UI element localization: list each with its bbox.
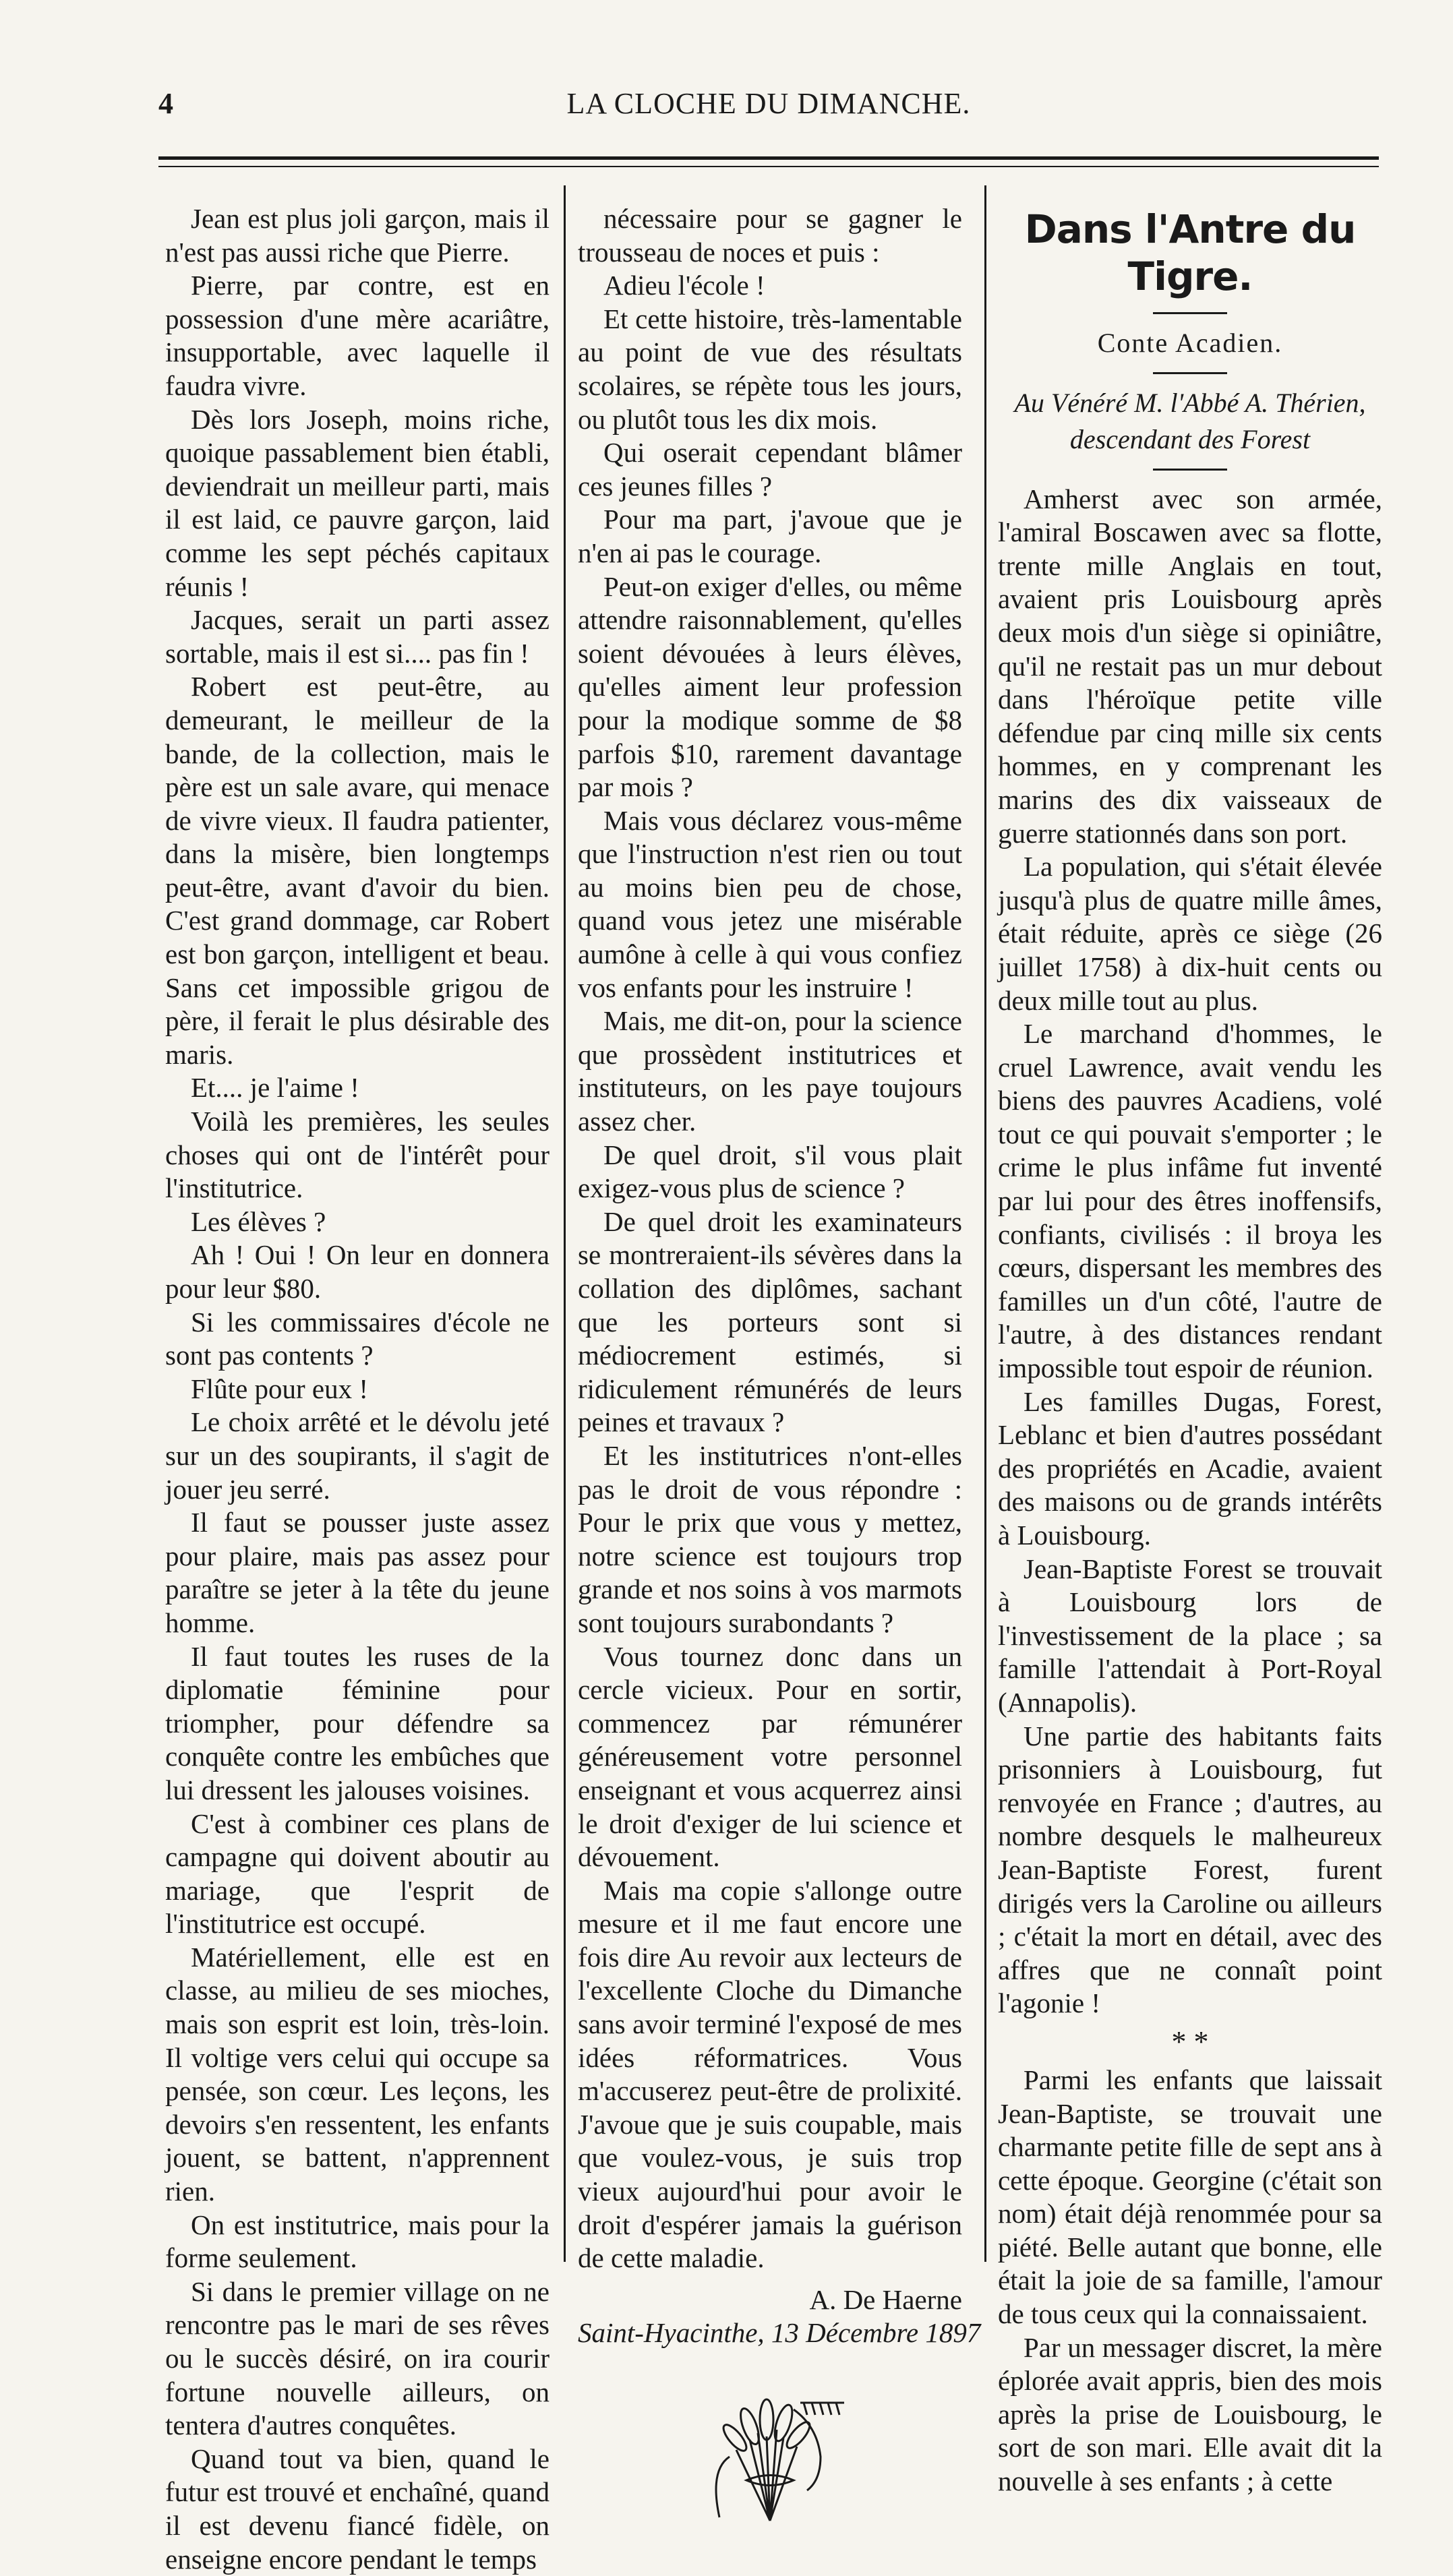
paragraph: Le marchand d'hommes, le cruel Lawrence, avait vendu les biens des pauvres Acadiens, volé tout ce qui pouvait s'emporter ; le crime le plus infâme fut inventé par lui pour des êtres inoffensifs, confiants, civilisés : il broya les cœurs, dispersant les membres des familles un d'un côté, l'autre de l'autre, à des distances rendant impossible tout espoir de réunion. xyxy=(998,1018,1382,1384)
paragraph: Une partie des habitants faits prisonniers à Louisbourg, fut renvoyée en France ; d'autres, au nombre desquels le malheureux Jean-Baptiste Forest, furent dirigés vers la Caroline ou ailleurs ; c'était la mort en détail, avec des affres que ne connaît point l'agonie ! xyxy=(998,1720,1382,2019)
paragraph: Mais, me dit-on, pour la science que prossèdent institutrices et instituteurs, on les paye toujours assez cher. xyxy=(578,1005,962,1137)
paragraph: Matériellement, elle est en classe, au milieu de ses mioches, mais son esprit est loin, très-loin. Il voltige vers celui qui occupe sa pensée, son cœur. Les leçons, les devoirs s'en ressentent, les enfants jouent, se battent, n'apprennent rien. xyxy=(165,1941,550,2207)
article-column-1 xyxy=(165,202,550,2576)
dedication-rule xyxy=(1153,469,1227,471)
dedication-line-1: Au Vénéré M. l'Abbé A. Thérien, xyxy=(1014,387,1366,418)
story-body-part-2 xyxy=(998,2064,1382,2498)
dedication-line-2: descendant des Forest xyxy=(1069,423,1311,454)
paragraph: Par un messager discret, la mère éplorée avait appris, bien des mois après la prise de Louisbourg, le sort de son mari. Elle avait dit la nouvelle à ses enfants ; à cette xyxy=(998,2331,1382,2497)
paragraph: Jacques, serait un parti assez sortable, mais il est si.... pas fin ! xyxy=(165,604,550,669)
paragraph: Les familles Dugas, Forest, Leblanc et bien d'autres possédant des propriétés en Acadie, avaient des maisons ou de grands intérêts à Louisbourg. xyxy=(998,1385,1382,1551)
paragraph: De quel droit les examinateurs se montreraient-ils sévères dans la collation des diplômes, sachant que les porteurs sont si médiocrement estimés, si ridiculement rémunérés de leurs peines et travaux ? xyxy=(578,1205,962,1438)
newspaper-title: LA CLOCHE DU DIMANCHE. xyxy=(566,87,971,120)
column-divider-1 xyxy=(564,185,566,2262)
paragraph: Jean-Baptiste Forest se trouvait à Louisbourg lors de l'investissement de la place ; sa famille l'attendait à Port-Royal (Annapolis). xyxy=(998,1553,1382,1718)
paragraph: Si les commissaires d'école ne sont pas contents ? xyxy=(165,1306,550,1371)
paragraph: Flûte pour eux ! xyxy=(191,1373,369,1404)
paragraph: Pour ma part, j'avoue que je n'en ai pas le courage. xyxy=(578,504,962,568)
section-break-stars: * * xyxy=(1171,2025,1209,2058)
signature-place-date: Saint-Hyacinthe, 13 Décembre 1897 xyxy=(578,2317,981,2349)
paragraph: Mais ma copie s'allonge outre mesure et il me faut encore une fois dire Au revoir aux lecteurs de l'excellente Cloche du Dimanche sans avoir terminé l'exposé de mes idées réformatrices. Vous m'accuserez peut-être de prolixité. J'avoue que je suis coupable, mais que voulez-vous, je suis trop vieux aujourd'hui pour avoir le droit d'espérer jamais la guérison de cette maladie. xyxy=(578,1874,962,2274)
paragraph: Il faut toutes les ruses de la diplomatie féminine pour triompher, pour défendre sa conquête contre les embûches que lui dressent les jalouses voisines. xyxy=(165,1640,550,1805)
subtitle-rule xyxy=(1153,372,1227,374)
paragraph: Mais vous déclarez vous-même que l'instruction n'est rien ou tout au moins bien peu de chose, quand vous jetez une misérable aumône à celle à qui vous confiez vos enfants pour les instruire ! xyxy=(578,804,962,1003)
paragraph: Vous tournez donc dans un cercle vicieux. Pour en sortir, commencez par rémunérer généreusement votre personnel enseignant et vous acquerrez ainsi le droit d'exiger de lui science et dévouement. xyxy=(578,1640,962,1873)
paragraph: Les élèves ? xyxy=(191,1205,326,1237)
story-column xyxy=(998,202,1382,2498)
paragraph: Amherst avec son armée, l'amiral Boscawen avec sa flotte, trente mille Anglais en tout, avaient pris Louisbourg après deux mois d'un siège si opiniâtre, qu'il ne restait pas un mur debout dans l'héroïque petite ville défendue par cinq mille six cents hommes, en y comprenant les marins des dix vaisseaux de guerre stationnés dans son port. xyxy=(998,483,1382,849)
title-rule xyxy=(1153,312,1227,314)
header-rule-thick xyxy=(158,156,1379,160)
paragraph: Et.... je l'aime ! xyxy=(191,1072,359,1104)
story-body-part-1 xyxy=(998,483,1382,2020)
paragraph: Pierre, par contre, est en possession d'une mère acariâtre, insupportable, avec laquelle il faudra vivre. xyxy=(165,270,550,401)
header-rule-thin xyxy=(158,166,1379,167)
column-divider-2 xyxy=(984,185,986,2262)
author-signature: A. De Haerne xyxy=(809,2283,962,2315)
paragraph: De quel droit, s'il vous plait exigez-vous plus de science ? xyxy=(578,1139,962,1204)
paragraph: Ah ! Oui ! On leur en donnera pour leur $80. xyxy=(165,1239,550,1304)
wheat-sheaf-ornament xyxy=(682,2362,858,2531)
paragraph: Le choix arrêté et le dévolu jeté sur un des soupirants, il s'agit de jouer jeu serré. xyxy=(165,1406,550,1505)
paragraph: Jean est plus joli garçon, mais il n'est pas aussi riche que Pierre. xyxy=(165,203,550,268)
paragraph: Et cette histoire, très-lamentable au point de vue des résultats scolaires, se répète tous les jours, ou plutôt tous les dix mois. xyxy=(578,303,962,435)
paragraph: Si dans le premier village on ne rencontre pas le mari de ses rêves ou le succès désiré, on ira courir fortune nouvelle ailleurs, on tentera d'autres conquêtes. xyxy=(165,2275,550,2441)
paragraph: Dès lors Joseph, moins riche, quoique passablement bien établi, deviendrait un meilleur parti, mais il est laid, ce pauvre garçon, laid comme les sept péchés capitaux réunis ! xyxy=(165,403,550,602)
article-column-2-body xyxy=(578,202,962,2275)
paragraph: nécessaire pour se gagner le trousseau de noces et puis : xyxy=(578,203,962,268)
paragraph: C'est à combiner ces plans de campagne qui doivent aboutir au mariage, que l'esprit de l'institutrice est occupé. xyxy=(165,1807,550,1940)
page-header xyxy=(158,86,1379,140)
paragraph: Il faut se pousser juste assez pour plaire, mais pas assez pour paraître se jeter à la tête du jeune homme. xyxy=(165,1507,550,1638)
paragraph: Adieu l'école ! xyxy=(603,270,765,301)
article-column-2 xyxy=(578,202,981,2531)
story-subtitle: Conte Acadien. xyxy=(1097,328,1283,358)
paragraph: Qui oserait cependant blâmer ces jeunes filles ? xyxy=(578,437,962,502)
story-title: Dans l'Antre du Tigre. xyxy=(1024,206,1356,299)
paragraph: Robert est peut-être, au demeurant, le meilleur de la bande, de la collection, mais le père est un sale avare, qui menace de vivre vieux. Il faudra patienter, dans la misère, bien longtemps peut-être, avant d'avoir du bien. C'est grand dommage, car Robert est bon garçon, intelligent et beau. Sans cet impossible grigou de père, il ferait le plus désirable des maris. xyxy=(165,671,550,1070)
paragraph: La population, qui s'était élevée jusqu'à plus de quatre mille âmes, était réduite, après ce siège (26 juillet 1758) à dix-huit cents ou deux mille tout au plus. xyxy=(998,851,1382,1016)
page-number: 4 xyxy=(158,87,173,120)
paragraph: Et les institutrices n'ont-elles pas le droit de vous répondre : Pour le prix que vous y mettez, notre science est toujours trop grande et nos soins à vos marmots sont toujours surabondants ? xyxy=(578,1439,962,1638)
paragraph: Peut-on exiger d'elles, ou même attendre raisonnablement, qu'elles soient dévouées à leurs élèves, qu'elles aiment leur profession pour la modique somme de $8 parfois $10, rarement davantage par mois ? xyxy=(578,570,962,803)
paragraph: Parmi les enfants que laissait Jean-Baptiste, se trouvait une charmante petite fille de sept ans à cette époque. Georgine (c'était son nom) était déjà renommée pour sa piété. Belle autant que bonne, elle était la joie de sa famille, l'amour de tous ceux qui la connaissaient. xyxy=(998,2064,1382,2330)
paragraph: Quand tout va bien, quand le futur est trouvé et enchaîné, quand il est devenu fiancé fidèle, on enseigne encore pendant le temps xyxy=(165,2443,550,2575)
paragraph: Voilà les premières, les seules choses qui ont de l'intérêt pour l'institutrice. xyxy=(165,1106,550,1204)
paragraph: On est institutrice, mais pour la forme seulement. xyxy=(165,2209,550,2274)
